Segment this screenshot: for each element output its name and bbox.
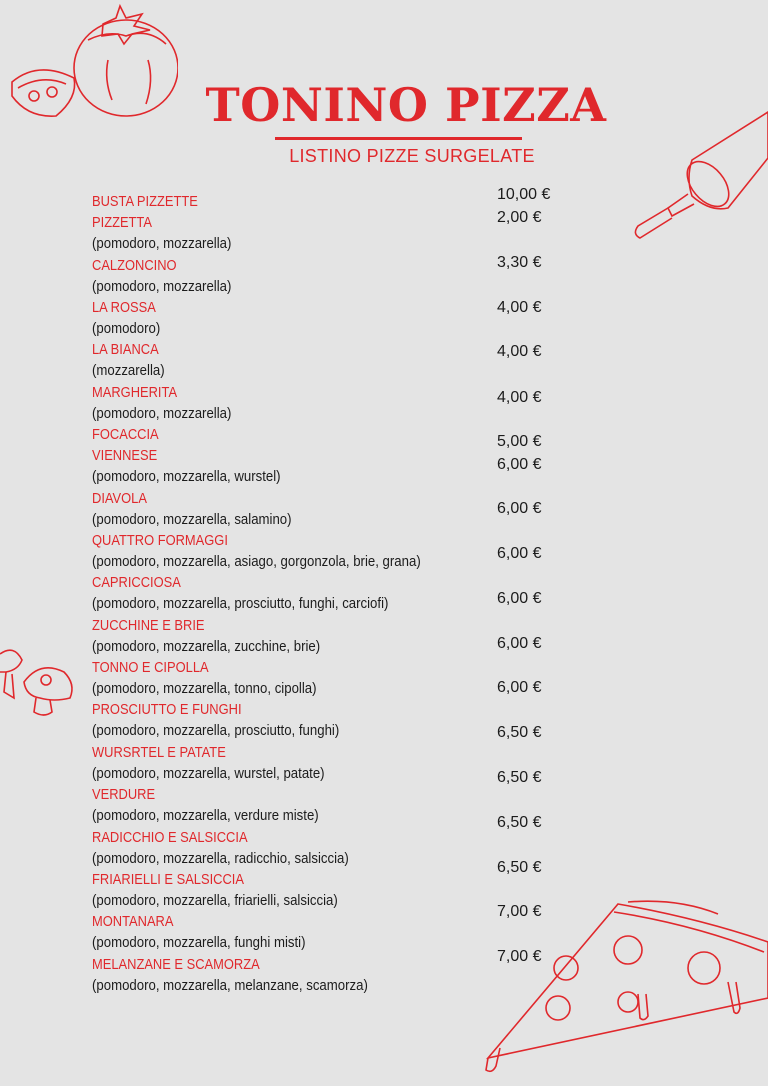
item-price: 10,00 € bbox=[497, 186, 551, 203]
item-description: (pomodoro, mozzarella, verdure miste) bbox=[92, 807, 319, 824]
item-name: CAPRICCIOSA bbox=[92, 574, 181, 591]
item-name: FOCACCIA bbox=[92, 426, 159, 443]
item-description: (pomodoro, mozzarella, salamino) bbox=[92, 511, 292, 528]
item-name: FRIARIELLI E SALSICCIA bbox=[92, 871, 244, 888]
item-description: (pomodoro, mozzarella, tonno, cipolla) bbox=[92, 680, 317, 697]
item-name: DIAVOLA bbox=[92, 490, 147, 507]
item-description: (pomodoro, mozzarella, zucchine, brie) bbox=[92, 638, 321, 655]
item-description: (pomodoro, mozzarella, wurstel) bbox=[92, 468, 281, 485]
item-name: LA BIANCA bbox=[92, 341, 159, 358]
item-price: 6,00 € bbox=[497, 635, 542, 652]
item-description: (mozzarella) bbox=[92, 362, 165, 379]
item-description: (pomodoro, mozzarella, radicchio, salsiccia) bbox=[92, 850, 349, 867]
item-name: RADICCHIO E SALSICCIA bbox=[92, 829, 248, 846]
item-price: 7,00 € bbox=[497, 903, 542, 920]
item-description: (pomodoro, mozzarella, asiago, gorgonzola, brie, grana) bbox=[92, 553, 421, 570]
item-name: VIENNESE bbox=[92, 447, 158, 464]
item-description: (pomodoro, mozzarella, prosciutto, funghi, carciofi) bbox=[92, 595, 389, 612]
item-price: 6,50 € bbox=[497, 859, 542, 876]
item-description: (pomodoro, mozzarella, funghi misti) bbox=[92, 934, 306, 951]
item-price: 4,00 € bbox=[497, 343, 542, 360]
item-price: 6,50 € bbox=[497, 769, 542, 786]
item-name: VERDURE bbox=[92, 786, 156, 803]
menu-subtitle: LISTINO PIZZE SURGELATE bbox=[289, 146, 535, 166]
item-price: 6,00 € bbox=[497, 456, 542, 473]
item-name: PIZZETTA bbox=[92, 214, 152, 231]
item-price: 6,00 € bbox=[497, 590, 542, 607]
item-price: 4,00 € bbox=[497, 389, 542, 406]
item-description: (pomodoro, mozzarella, prosciutto, funghi) bbox=[92, 722, 340, 739]
item-price: 6,00 € bbox=[497, 545, 542, 562]
item-price: 3,30 € bbox=[497, 254, 542, 271]
item-description: (pomodoro, mozzarella) bbox=[92, 278, 232, 295]
item-price: 6,00 € bbox=[497, 500, 542, 517]
item-name: ZUCCHINE E BRIE bbox=[92, 617, 205, 634]
restaurant-title: TONINO PIZZA bbox=[205, 78, 607, 132]
item-name: CALZONCINO bbox=[92, 257, 177, 274]
title-divider bbox=[275, 137, 522, 140]
item-name: LA ROSSA bbox=[92, 299, 156, 316]
item-name: TONNO E CIPOLLA bbox=[92, 659, 209, 676]
item-name: QUATTRO FORMAGGI bbox=[92, 532, 228, 549]
item-price: 7,00 € bbox=[497, 948, 542, 965]
item-price: 2,00 € bbox=[497, 209, 542, 226]
item-description: (pomodoro, mozzarella, wurstel, patate) bbox=[92, 765, 325, 782]
item-name: MARGHERITA bbox=[92, 384, 178, 401]
item-description: (pomodoro, mozzarella) bbox=[92, 235, 232, 252]
item-name: BUSTA PIZZETTE bbox=[92, 193, 198, 210]
item-description: (pomodoro, mozzarella, melanzane, scamorza) bbox=[92, 977, 368, 994]
item-description: (pomodoro, mozzarella) bbox=[92, 405, 232, 422]
mushroom-icon bbox=[0, 642, 80, 722]
item-price: 5,00 € bbox=[497, 433, 542, 450]
item-description: (pomodoro) bbox=[92, 320, 161, 337]
item-price: 4,00 € bbox=[497, 299, 542, 316]
item-name: WURSRTEL E PATATE bbox=[92, 744, 226, 761]
item-name: PROSCIUTTO E FUNGHI bbox=[92, 701, 242, 718]
item-description: (pomodoro, mozzarella, friarielli, salsiccia) bbox=[92, 892, 338, 909]
item-price: 6,50 € bbox=[497, 814, 542, 831]
item-name: MELANZANE E SCAMORZA bbox=[92, 956, 260, 973]
item-price: 6,00 € bbox=[497, 679, 542, 696]
item-name: MONTANARA bbox=[92, 913, 174, 930]
item-price: 6,50 € bbox=[497, 724, 542, 741]
pizza-slice-icon bbox=[478, 898, 768, 1074]
